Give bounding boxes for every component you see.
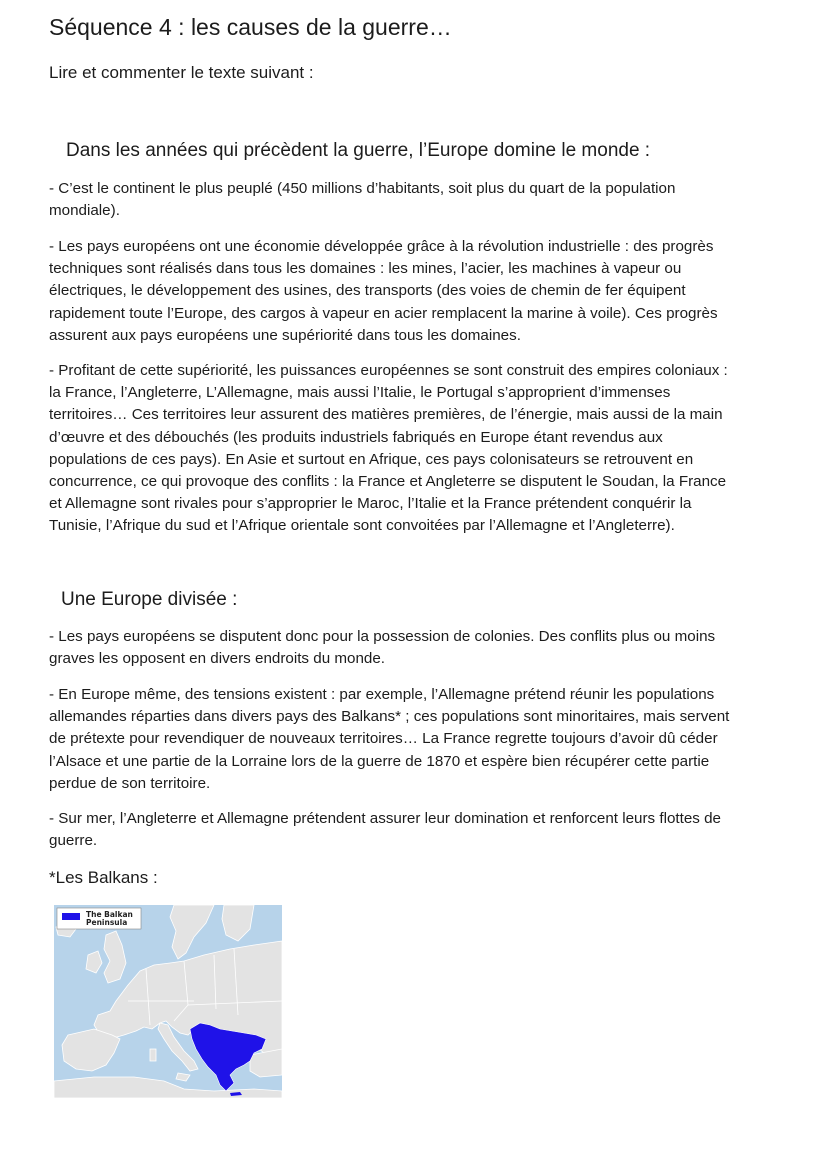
section2-heading: Une Europe divisée : <box>61 589 238 610</box>
section2-paragraph-3 <box>49 808 809 852</box>
section2-paragraph-2 <box>49 684 809 795</box>
text-line: - Sur mer, l’Angleterre et Allemagne prétendent assurer leur domination et renforcent leurs flottes de <box>49 810 721 827</box>
text-line: - Profitant de cette supériorité, les puissances européennes se sont construit des empires coloniaux : <box>49 362 728 379</box>
text-line: perdue de son territoire. <box>49 774 211 792</box>
text-line: mondiale). <box>49 202 120 220</box>
text-line: allemandes réparties dans divers pays des Balkans* ; ces populations sont minoritaires, mais servent <box>49 708 730 726</box>
text-line: et Allemagne sont rivales pour s’approprier le Maroc, l’Italie et la France prétendent conquérir la <box>49 495 692 513</box>
section1-paragraph-1 <box>49 178 809 222</box>
legend-label-line2: Peninsula <box>86 918 128 927</box>
text-line: l’Alsace et une partie de la Lorraine lors de la guerre de 1870 et espère bien récupérer cette partie <box>49 752 710 770</box>
text-line: concurrence, ce qui provoque des conflits : la France et Angleterre se disputent le Soudan, la France <box>49 473 727 491</box>
text-line: d’œuvre et des débouchés (les produits industriels fabriqués en Europe étant revendus aux <box>49 428 663 446</box>
section1-paragraph-3 <box>49 360 809 538</box>
text-line: graves les opposent en divers endroits du monde. <box>49 650 386 668</box>
text-line: - Les pays européens ont une économie développée grâce à la révolution industrielle : des progrès <box>49 238 714 255</box>
section1-paragraph-2 <box>49 236 809 347</box>
instruction-text: Lire et commenter le texte suivant : <box>49 63 314 82</box>
text-line: populations de ces pays). En Asie et surtout en Afrique, ces pays colonisateurs se retrouvent en <box>49 450 694 468</box>
section2-paragraph-1 <box>49 626 809 670</box>
text-line: assurent aux pays européens une supériorité dans tous les domaines. <box>49 326 521 344</box>
legend-label-line1: The Balkan <box>86 910 133 919</box>
footnote-balkans: *Les Balkans : <box>49 868 158 887</box>
text-line: techniques sont réalisés dans tous les domaines : les mines, l’acier, les machines à vapeur ou <box>49 260 682 278</box>
text-line: - Les pays européens se disputent donc pour la possession de colonies. Des conflits plus ou moins <box>49 628 716 645</box>
map-land-sardinia <box>150 1049 156 1061</box>
legend-swatch <box>62 913 80 920</box>
page-title: Séquence 4 : les causes de la guerre… <box>49 14 452 40</box>
text-line: la France, l’Angleterre, L’Allemagne, mais aussi l’Italie, le Portugal s’approprient d’immenses <box>49 384 671 402</box>
text-line: guerre. <box>49 832 98 850</box>
text-line: territoires… Ces territoires leur assurent des matières premières, de l’énergie, mais aussi de la main <box>49 406 723 424</box>
text-line: rapidement toute l’Europe, des cargos à vapeur en acier remplacent la marine à voile). Ces progrès <box>49 304 718 322</box>
text-line: - En Europe même, des tensions existent : par exemple, l’Allemagne prétend réunir les populations <box>49 686 715 703</box>
text-line: de prétexte pour revendiquer de nouveaux territoires… La France regrette toujours d’avoir dû céder <box>49 730 718 748</box>
text-line: - C’est le continent le plus peuplé (450 millions d’habitants, soit plus du quart de la population <box>49 180 676 197</box>
section1-heading: Dans les années qui précèdent la guerre, l’Europe domine le monde : <box>66 140 651 161</box>
text-line: Tunisie, l’Afrique du sud et l’Afrique orientale sont convoitées par l’Allemagne et l’Angleterre). <box>49 517 675 535</box>
text-line: électriques, le développement des usines, des transports (des voies de chemin de fer équipent <box>49 282 686 300</box>
map-legend <box>57 908 141 929</box>
balkan-map <box>54 905 282 1098</box>
